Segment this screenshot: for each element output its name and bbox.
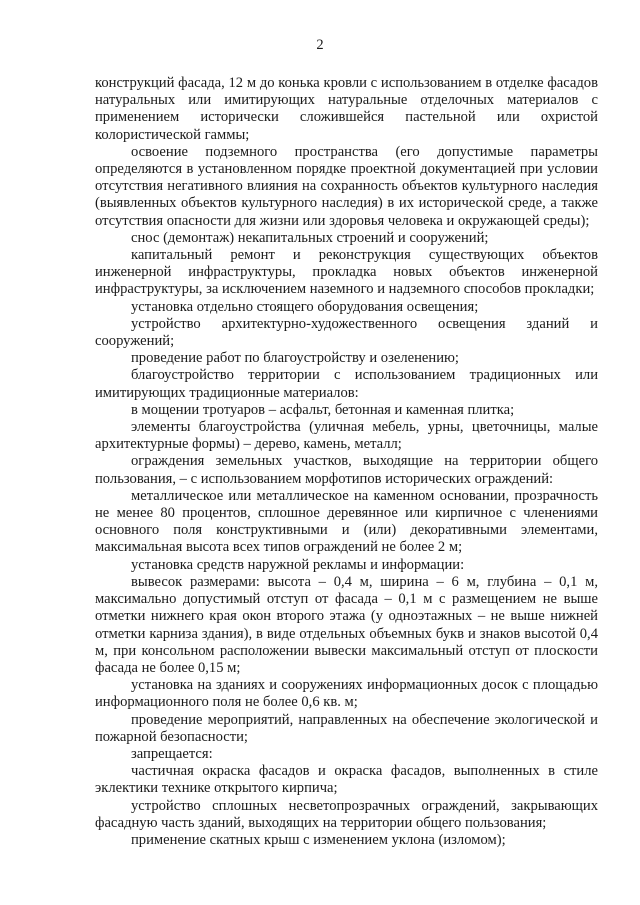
paragraph-safety-measures: проведение мероприятий, направленных на обеспечение экологической и пожарной безопасности; [95,711,598,745]
paragraph-lighting-equipment: установка отдельно стоящего оборудования освещения; [131,298,479,315]
paragraph-land-fencing: ограждения земельных участков, выходящие на территории общего пользования, – с использованием морфотипов исторических ограждений: [95,453,598,487]
paragraph-architectural-lighting: устройство архитектурно-художественного освещения зданий и сооружений; [95,315,598,350]
paragraph-sidewalk-paving: в мощении тротуаров – асфальт, бетонная и каменная плитка; [131,401,515,418]
paragraph-information-boards: установка на зданиях и сооружениях информационных досок с площадью информационного поля не более 0,6 кв. м; [95,677,598,711]
paragraph-opaque-fences: устройство сплошных несветопрозрачных ограждений, закрывающих фасадную часть зданий, выходящих на территории общего пользования; [95,797,598,831]
paragraph-underground-space: освоение подземного пространства (его допустимые параметры определяются в установленном порядке проектной документацией при условии отсутствия негативного влияния на сохранность объектов культурного наследия (выявленных объектов культурного наследия) в их исторической среде, а также отсутствия опасности для жизни или здоровья человека и окружающей среды); [95,143,598,229]
paragraph-signboard-dimensions: вывесок размерами: высота – 0,4 м, ширина – 6 м, глубина – 0,1 м, максимально допустимый отступ от фасада – 0,1 м с размещением не выше отметки нижнего края окон второго этажа (у одноэтажных – не выше нижней отметки карниза здания), в виде отдельных объемных букв и знаков высотой 0,4 м, при консольном расположении вывески максимальный отступ от плоскости фасада не более 0,15 м; [95,573,598,676]
page-number: 2 [316,37,324,53]
paragraph-landscaping-works: проведение работ по благоустройству и озеленению; [131,350,459,367]
paragraph-facade-construction: конструкций фасада, 12 м до конька кровли с использованием в отделке фасадов натуральных или имитирующих натуральные отделочных материалов с применением исторически сложившейся пастельной или охристой колористической гаммы; [95,75,598,143]
paragraph-fence-types: металлическое или металлическое на каменном основании, прозрачность не менее 80 процентов, сплошное деревянное или кирпичное с членениями основного поля конструктивными и (или) декоративными элементами, максимальная высота всех типов ограждений не более 2 м; [95,487,598,556]
paragraph-demolition: снос (демонтаж) некапитальных строений и сооружений; [131,229,489,246]
paragraph-pitched-roofs: применение скатных крыш с изменением уклона (изломом); [131,831,506,848]
paragraph-traditional-materials: благоустройство территории с использованием традиционных или имитирующих традиционные материалов: [95,367,598,401]
paragraph-partial-painting: частичная окраска фасадов и окраска фасадов, выполненных в стиле эклектики технике открытого кирпича; [95,763,598,797]
document-body [95,75,598,849]
paragraph-infrastructure-repair: капитальный ремонт и реконструкция существующих объектов инженерной инфраструктуры, прокладка новых объектов инженерной инфраструктуры, за исключением наземного и надземного способов прокладки; [95,247,598,298]
paragraph-advertising-installation: установка средств наружной рекламы и информации: [131,556,465,573]
paragraph-landscape-elements: элементы благоустройства (уличная мебель, урны, цветочницы, малые архитектурные формы) – дерево, камень, металл; [95,419,598,453]
paragraph-prohibited-heading: запрещается: [131,745,213,762]
